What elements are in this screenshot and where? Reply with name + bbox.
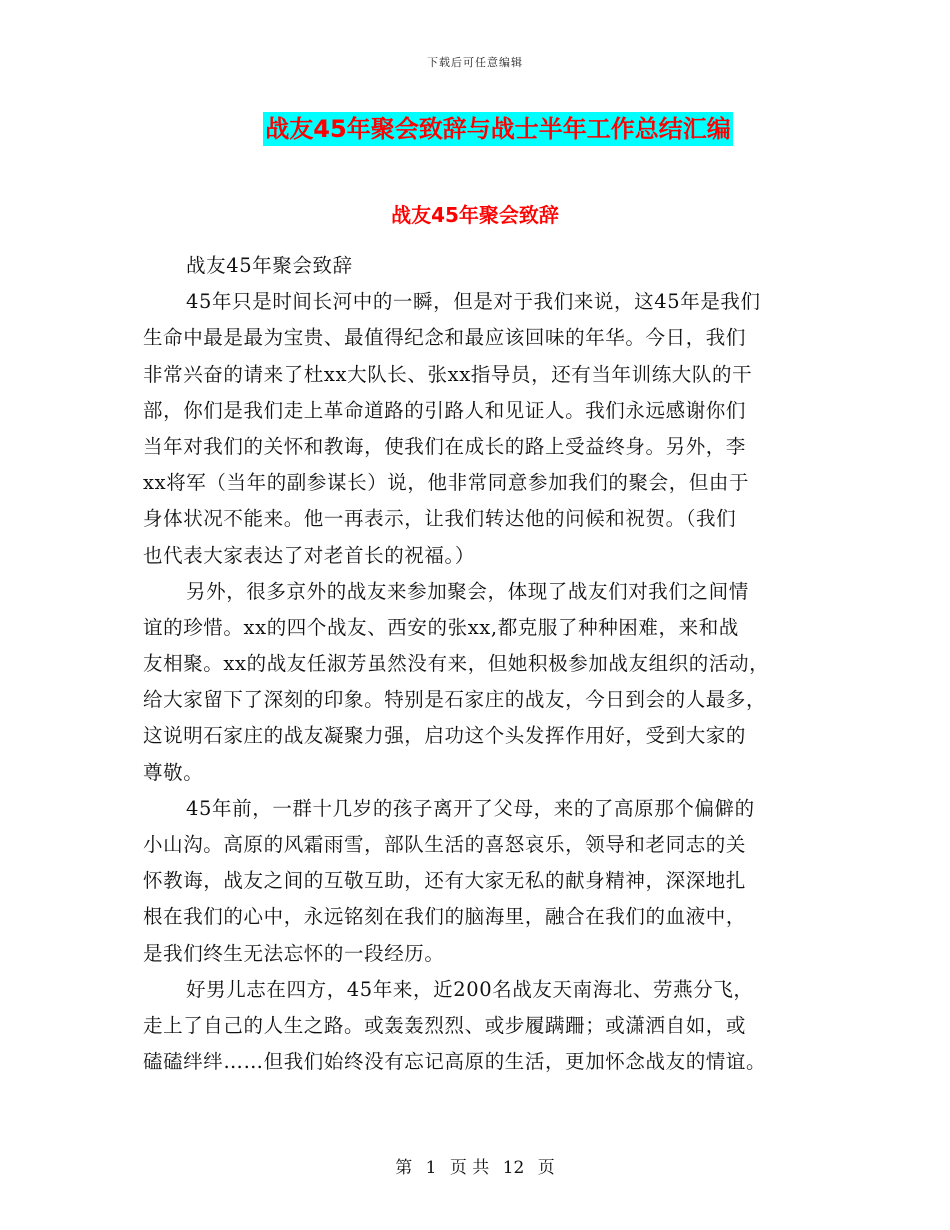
- text-line: 45年前，一群十几岁的孩子离开了父母，来的了高原那个偏僻的: [186, 796, 755, 820]
- text-line: 也代表大家表达了对老首长的祝福。）: [143, 543, 475, 567]
- footer-total-pages: 12: [502, 1158, 525, 1178]
- section-title: 战友45年聚会致辞: [391, 203, 559, 227]
- main-title-container: [0, 112, 950, 146]
- text-line: 尊敬。: [143, 760, 204, 784]
- footer-prefix: 第: [395, 1158, 413, 1178]
- text-line: 非常兴奋的请来了杜xx大队长、张xx指导员，还有当年训练大队的干: [143, 362, 753, 386]
- text-line: 部，你们是我们走上革命道路的引路人和见证人。我们永远感谢你们: [143, 398, 747, 422]
- text-line: 生命中最是最为宝贵、最值得纪念和最应该回味的年华。今日，我们: [143, 326, 747, 350]
- text-line: 这说明石家庄的战友凝聚力强，启功这个头发挥作用好，受到大家的: [143, 724, 747, 748]
- footer-page-number: 1: [425, 1158, 437, 1178]
- text-line: 走上了自己的人生之路。或轰轰烈烈、或步履蹒跚；或潇洒自如，或: [143, 1013, 747, 1037]
- text-line: 谊的珍惜。xx的四个战友、西安的张xx,都克服了种种困难，来和战: [143, 615, 739, 639]
- text-line: 45年只是时间长河中的一瞬，但是对于我们来说，这45年是我们: [186, 290, 761, 314]
- footer-middle: 页 共: [449, 1158, 490, 1178]
- text-line: 身体状况不能来。他一再表示，让我们转达他的问候和祝贺。（我们: [143, 507, 737, 531]
- page-header-note: 下载后可任意编辑: [427, 56, 523, 69]
- text-line: xx将军（当年的副参谋长）说，他非常同意参加我们的聚会，但由于: [143, 471, 750, 495]
- text-line: 根在我们的心中，永远铭刻在我们的脑海里，融合在我们的血液中，: [143, 905, 747, 929]
- page-footer: [0, 1153, 950, 1178]
- text-line: 磕磕绊绊……但我们始终没有忘记高原的生活，更加怀念战友的情谊。: [143, 1050, 767, 1074]
- text-line: 小山沟。高原的风霜雨雪，部队生活的喜怒哀乐，领导和老同志的关: [143, 833, 747, 856]
- text-line: 好男儿志在四方，45年来，近200名战友天南海北、劳燕分飞，: [186, 977, 754, 1001]
- text-line: 友相聚。xx的战友任淑芳虽然没有来，但她积极参加战友组织的活动，: [143, 652, 770, 676]
- text-line: 当年对我们的关怀和教诲，使我们在成长的路上受益终身。另外，李: [143, 434, 747, 458]
- text-line: 给大家留下了深刻的印象。特别是石家庄的战友，今日到会的人最多，: [143, 688, 767, 712]
- text-line: 是我们终生无法忘怀的一段经历。: [143, 941, 445, 965]
- main-title: 战友45年聚会致辞与战士半年工作总结汇编: [263, 112, 732, 146]
- text-line: 怀教诲，战友之间的互敬互助，还有大家无私的献身精神，深深地扎: [143, 869, 747, 893]
- text-line: 战友45年聚会致辞: [186, 254, 353, 277]
- text-line: 另外，很多京外的战友来参加聚会，体现了战友们对我们之间情: [186, 579, 749, 603]
- footer-suffix: 页: [537, 1158, 555, 1178]
- body-text: [143, 248, 809, 1080]
